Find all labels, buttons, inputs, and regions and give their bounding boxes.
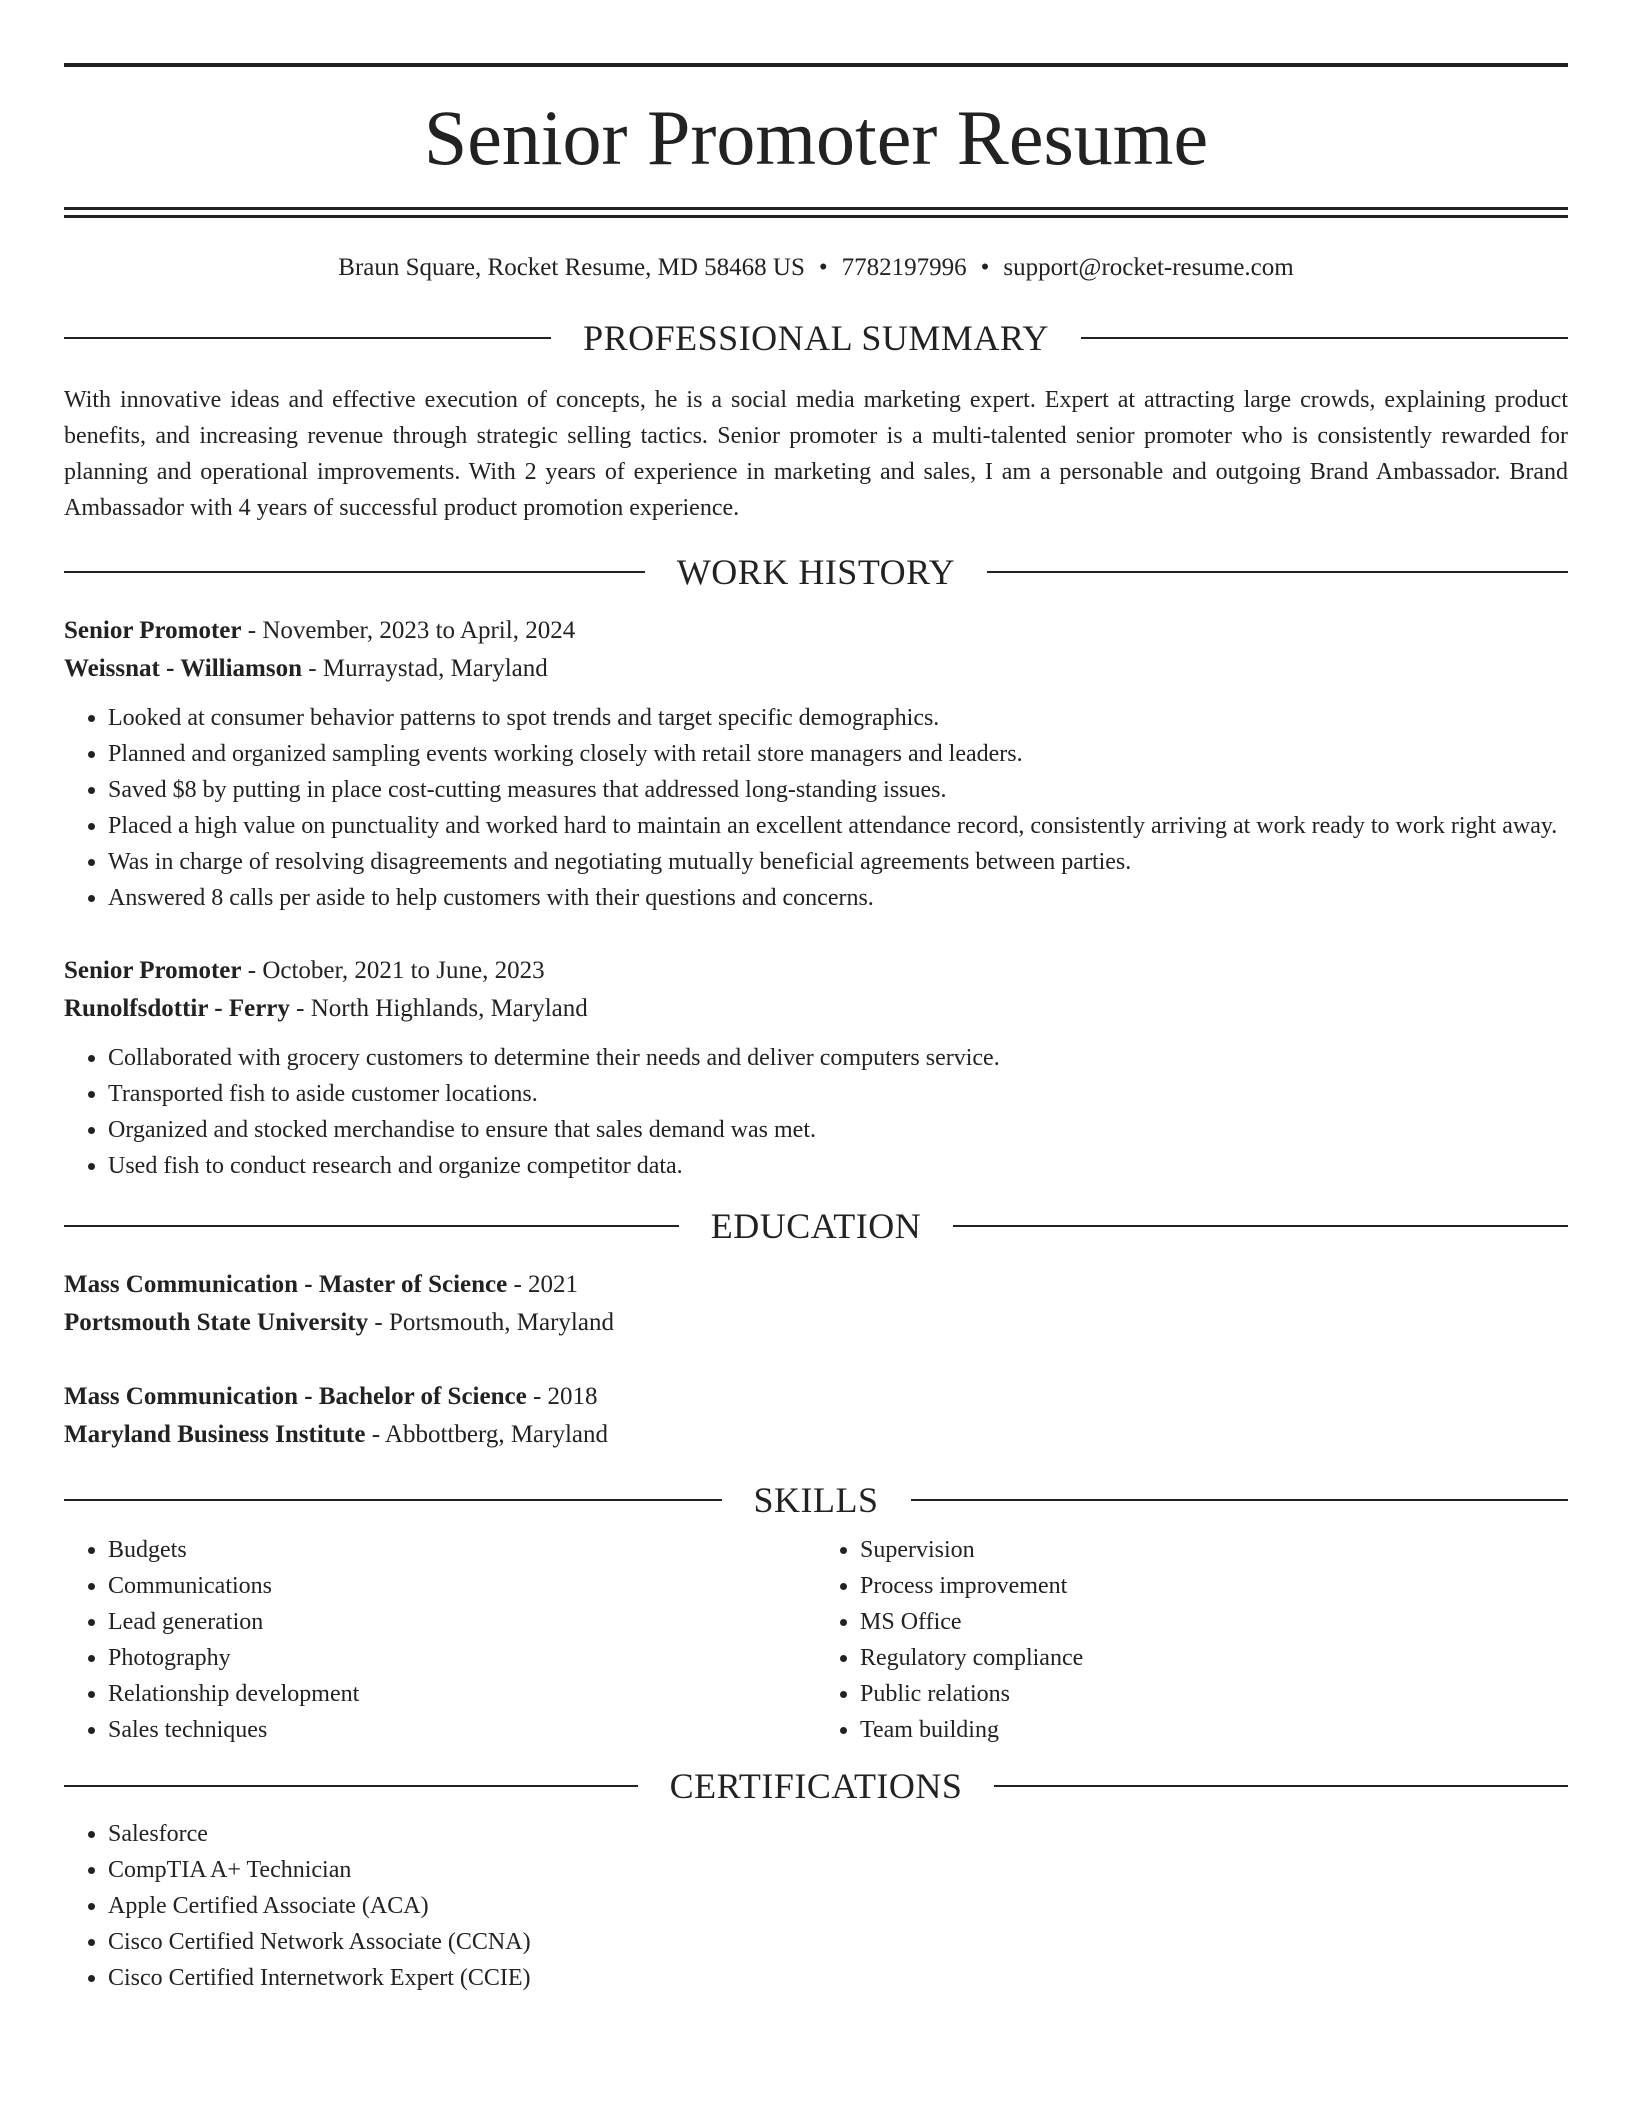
heading-rule [911,1499,1569,1501]
education-entry [64,1378,1568,1454]
list-item: • Cisco Certified Internetwork Expert (CCIE) [108,1960,1568,1996]
job-title-line [64,612,1568,650]
job-entry [64,952,1568,1184]
contact-separator: • [818,254,828,281]
section-heading-summary [64,320,1568,356]
resume-title: Senior Promoter Resume [423,94,1209,181]
list-item: • Regulatory compliance [860,1640,1568,1676]
skills-list-right [816,1532,1568,1748]
list-item: • Planned and organized sampling events working closely with retail store managers and leaders. [108,736,1568,772]
contact-line [64,254,1568,282]
job-title-line [64,952,1568,990]
list-item: • Cisco Certified Network Associate (CCNA) [108,1924,1568,1960]
list-item: • Lead generation [108,1604,816,1640]
list-item: • Communications [108,1568,816,1604]
contact-separator: • [980,254,990,281]
contact-phone[interactable]: 7782197996 [841,254,967,281]
heading-rule [953,1225,1568,1227]
school-line [64,1304,1568,1342]
list-item: • Salesforce [108,1816,1568,1852]
list-item: • Supervision [860,1532,1568,1568]
section-title: CERTIFICATIONS [669,1766,963,1806]
job-title: Senior Promoter [64,617,242,644]
section-title: WORK HISTORY [676,552,956,592]
list-item: • Was in charge of resolving disagreements and negotiating mutually beneficial agreements between parties. [108,844,1568,880]
list-item: • Budgets [108,1532,816,1568]
list-item: • Photography [108,1640,816,1676]
heading-rule [994,1785,1568,1787]
list-item: • Team building [860,1712,1568,1748]
section-title: SKILLS [753,1480,879,1520]
heading-rule [64,1499,722,1501]
summary-text: With innovative ideas and effective execution of concepts, he is a social media marketing expert. Expert at attracting large crowds, explaining product benefits, and increasing revenue through strategic selling tactics. Senior promoter is a multi-talented senior promoter who is consistently rewarded for planning and operational improvements. With 2 years of experience in marketing and sales, I am a personable and outgoing Brand Ambassador. Brand Ambassador with 4 years of successful product promotion experience. [64,387,1568,521]
skills-list-left [64,1532,816,1748]
job-company-line [64,990,1568,1028]
school-location: - Abbottberg, Maryland [365,1421,609,1448]
contact-address: Braun Square, Rocket Resume, MD 58468 US [338,254,805,281]
job-title: Senior Promoter [64,957,242,984]
job-company-line [64,650,1568,688]
list-item: • Public relations [860,1676,1568,1712]
list-item: • Transported fish to aside customer locations. [108,1076,1568,1112]
section-heading-certifications [64,1768,1568,1804]
list-item: • Process improvement [860,1568,1568,1604]
job-bullets [64,1040,1568,1184]
list-item: • Collaborated with grocery customers to determine their needs and deliver computers service. [108,1040,1568,1076]
degree: Mass Communication - Bachelor of Science [64,1383,527,1410]
school: Portsmouth State University [64,1309,369,1336]
list-item: • Sales techniques [108,1712,816,1748]
school-line [64,1416,1568,1454]
heading-rule [64,1785,638,1787]
school-location: - Portsmouth, Maryland [368,1309,614,1336]
list-item: • Apple Certified Associate (ACA) [108,1888,1568,1924]
heading-rule [64,1225,679,1227]
job-dates: - October, 2021 to June, 2023 [241,957,545,984]
degree: Mass Communication - Master of Science [64,1271,508,1298]
double-rule [64,207,1568,218]
school: Maryland Business Institute [64,1421,366,1448]
section-heading-education [64,1208,1568,1244]
job-company: Runolfsdottir - Ferry [64,995,290,1022]
heading-rule [64,337,551,339]
list-item: • Answered 8 calls per aside to help customers with their questions and concerns. [108,880,1568,916]
section-heading-work [64,554,1568,590]
skills-columns [64,1532,1568,1748]
contact-email[interactable]: support@rocket-resume.com [1003,254,1294,281]
degree-line [64,1378,1568,1416]
list-item: • Placed a high value on punctuality and worked hard to maintain an excellent attendance record, consistently arriving at work ready to work right away. [108,808,1568,844]
list-item: • Relationship development [108,1676,816,1712]
list-item: • MS Office [860,1604,1568,1640]
list-item: • Used fish to conduct research and organize competitor data. [108,1148,1568,1184]
job-location: - Murraystad, Maryland [302,655,548,682]
resume-page [64,0,1568,1996]
list-item: • Organized and stocked merchandise to ensure that sales demand was met. [108,1112,1568,1148]
education-entry [64,1266,1568,1342]
certifications-list [64,1816,1568,1996]
list-item: • Looked at consumer behavior patterns to spot trends and target specific demographics. [108,700,1568,736]
list-item: • CompTIA A+ Technician [108,1852,1568,1888]
job-dates: - November, 2023 to April, 2024 [241,617,576,644]
section-heading-skills [64,1482,1568,1518]
job-location: - North Highlands, Maryland [289,995,588,1022]
heading-rule [64,571,645,573]
degree-year: - 2021 [507,1271,579,1298]
section-title: PROFESSIONAL SUMMARY [583,318,1049,358]
heading-rule [1081,337,1568,339]
degree-line [64,1266,1568,1304]
job-entry [64,612,1568,916]
degree-year: - 2018 [526,1383,598,1410]
list-item: • Saved $8 by putting in place cost-cutting measures that addressed long-standing issues. [108,772,1568,808]
heading-rule [987,571,1568,573]
job-company: Weissnat - Williamson [64,655,303,682]
section-title: EDUCATION [710,1206,922,1246]
job-bullets [64,700,1568,916]
